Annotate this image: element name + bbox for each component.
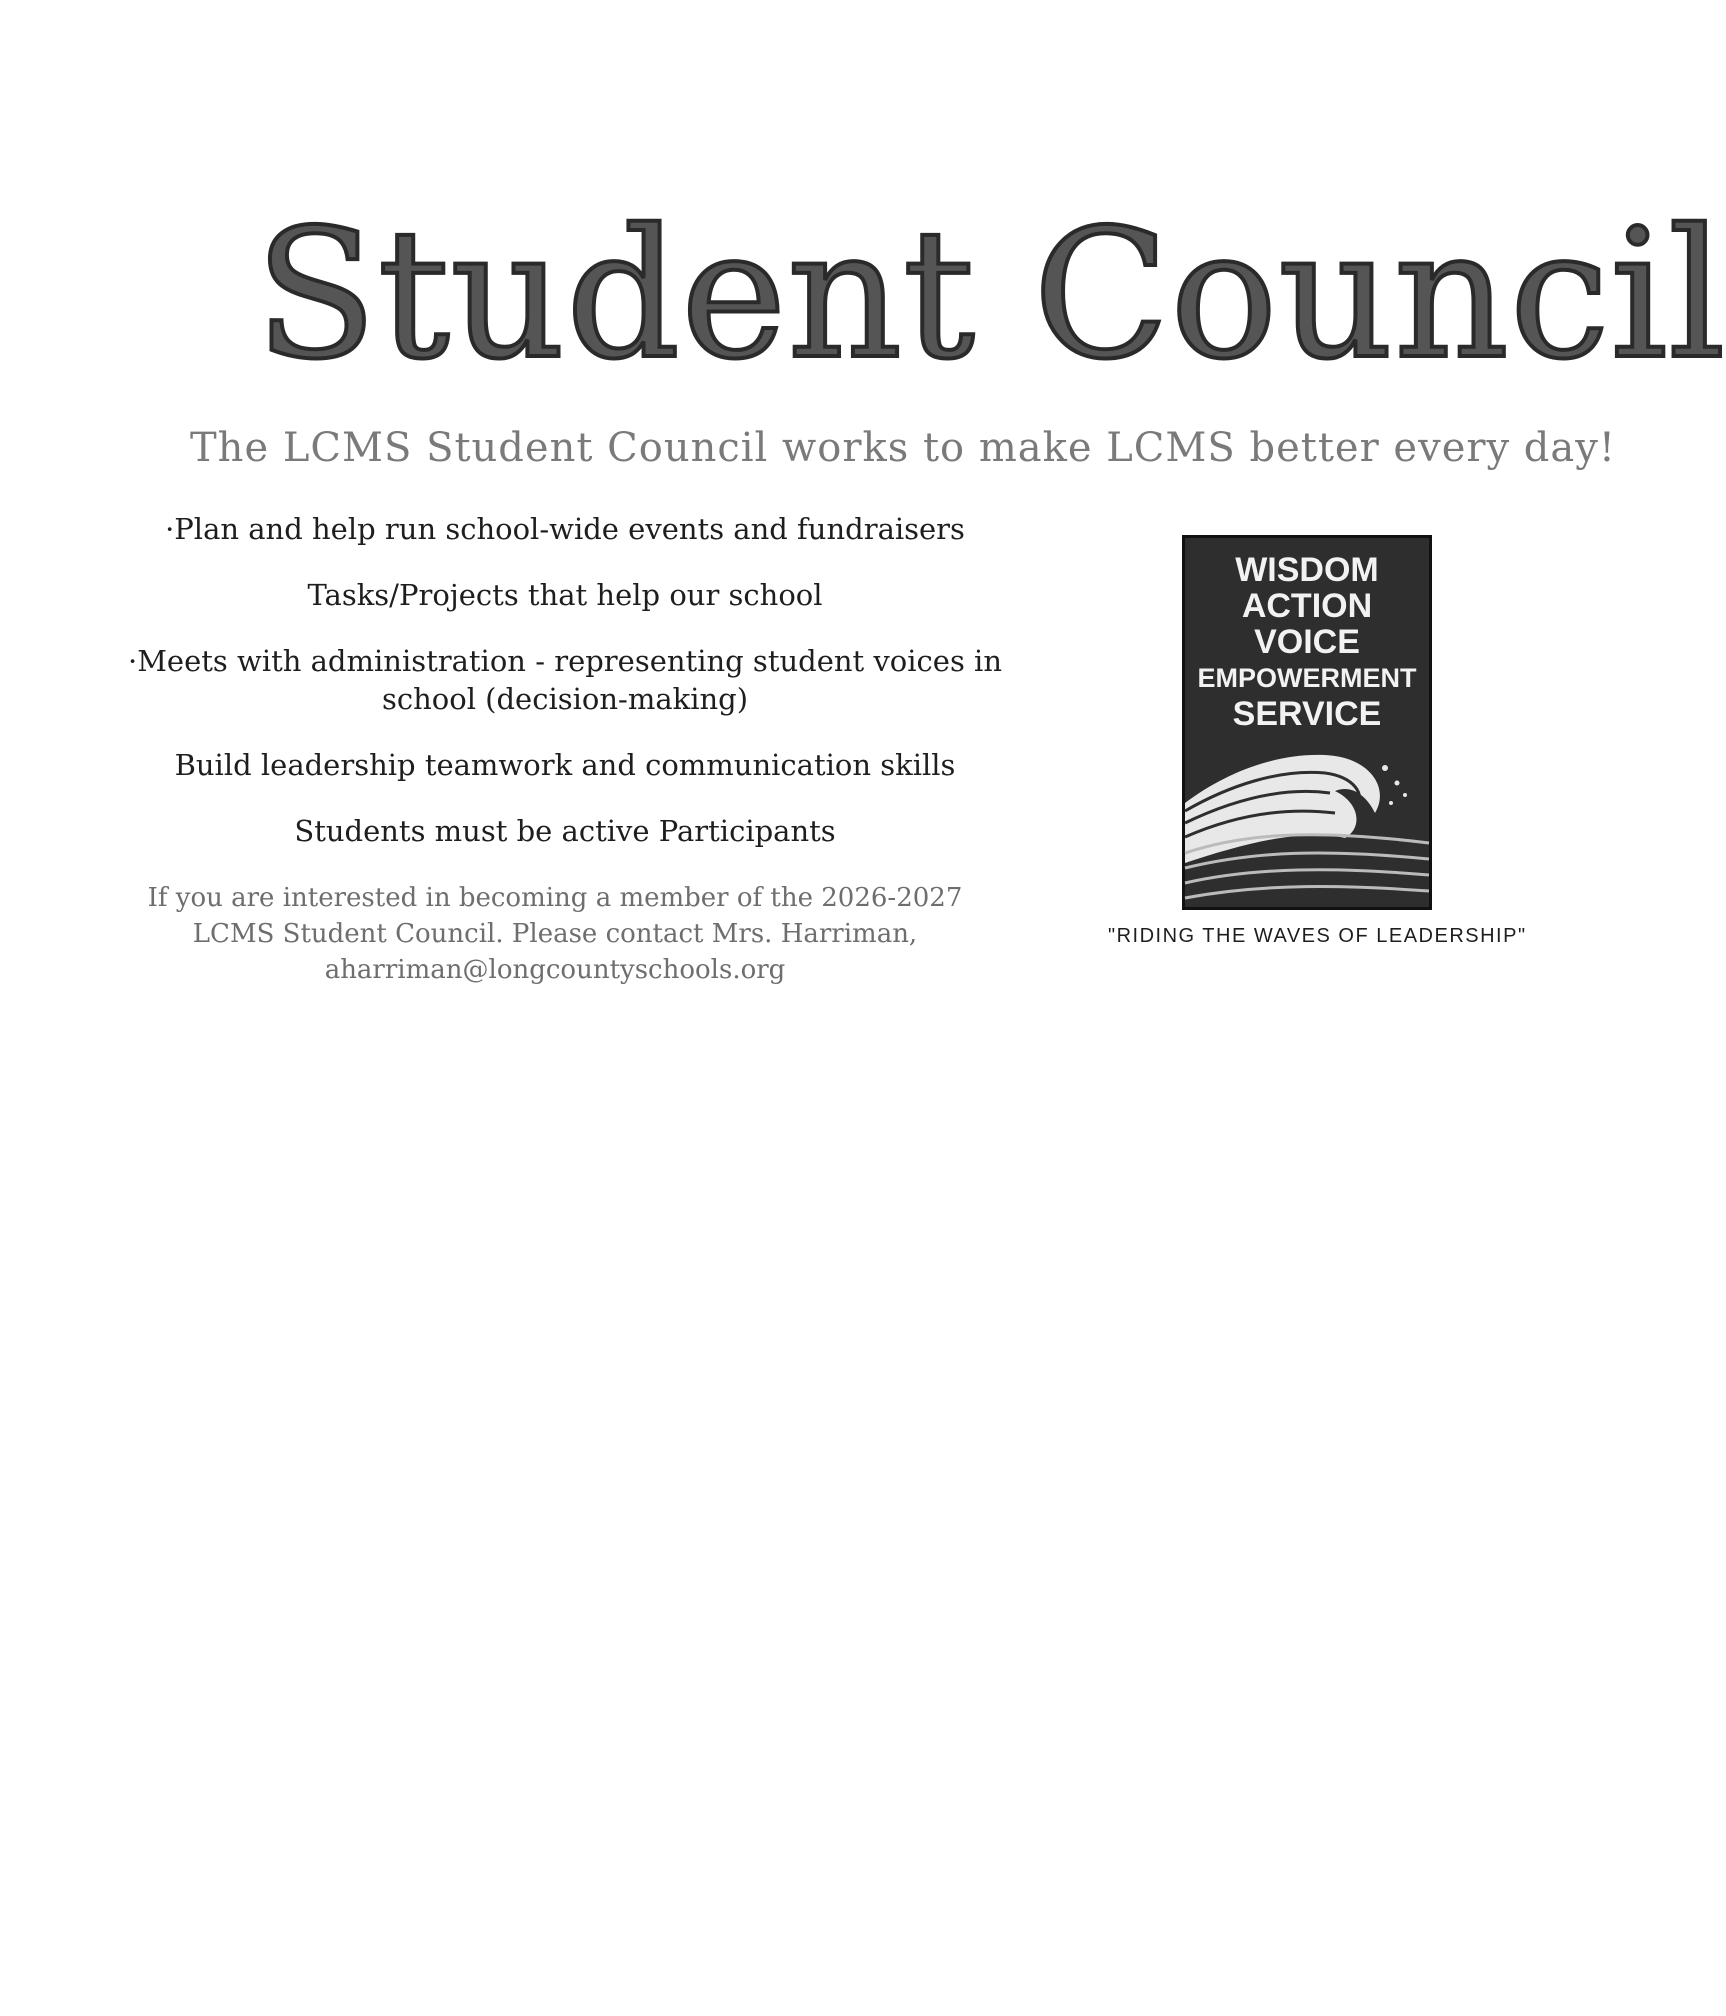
poster-tagline: "RIDING THE WAVES OF LEADERSHIP" <box>1108 925 1527 947</box>
wave-icon <box>1185 733 1429 907</box>
poster-word: VOICE <box>1254 623 1360 661</box>
list-item: ·Plan and help run school-wide events and fundraisers <box>165 512 965 546</box>
poster-word: ACTION <box>1241 587 1373 625</box>
contact-line-1: If you are interested in becoming a member of the 2026-2027 <box>147 883 963 913</box>
page-title: Student Council <box>255 191 1726 398</box>
contact-info <box>130 880 980 988</box>
contact-email: aharriman@longcountyschools.org <box>324 955 786 985</box>
responsibilities-list <box>80 510 1050 878</box>
poster-words <box>1185 552 1429 732</box>
list-item: Students must be active Participants <box>294 814 836 848</box>
poster-word: SERVICE <box>1232 695 1382 733</box>
list-item: Build leadership teamwork and communication skills <box>174 748 956 782</box>
list-item: Tasks/Projects that help our school <box>307 578 823 612</box>
page-subtitle: The LCMS Student Council works to make LCMS better every day! <box>190 425 1616 471</box>
leadership-poster <box>1182 535 1432 910</box>
poster-word: EMPOWERMENT <box>1197 663 1417 693</box>
poster-word: WISDOM <box>1235 551 1379 589</box>
contact-line-2: LCMS Student Council. Please contact Mrs. Harriman, <box>192 919 918 949</box>
list-item: ·Meets with administration - representing student voices in school (decision-making) <box>128 644 1002 716</box>
